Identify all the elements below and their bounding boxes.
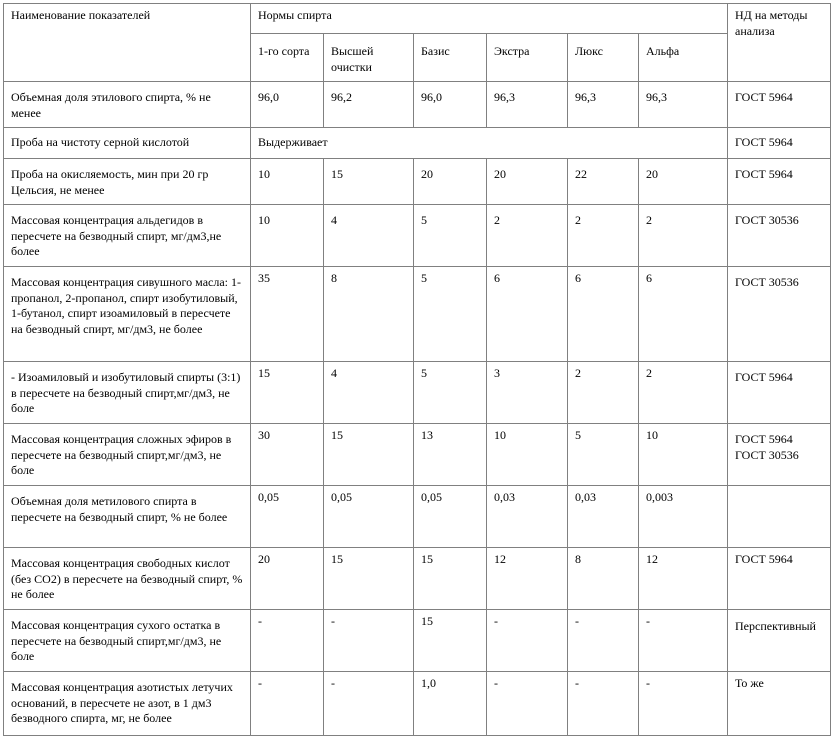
row-name: Массовая концентрация сивушного масла: 1-пропанол, 2-пропанол, спирт изобутиловый, 1-бутанол, спирт изоамиловый в пересчете на безводный спирт, мг/дм3, не более [4, 267, 251, 362]
cell-value: 8 [568, 548, 639, 610]
cell-value: 2 [639, 205, 728, 267]
cell-value: 2 [639, 362, 728, 424]
cell-value: 20 [487, 159, 568, 205]
cell-value: 15 [324, 548, 414, 610]
alcohol-spec-table [3, 3, 831, 736]
row-name: Массовая концентрация азотистых летучих оснований, в пересчете не азот, в 1 дм3 безводного спирта, мг, не более [4, 672, 251, 736]
nd-cell: ГОСТ 5964 [728, 159, 831, 205]
cell-value: 5 [414, 267, 487, 362]
row-name: Массовая концентрация сухого остатка в пересчете на безводный спирт,мг/дм3, не боле [4, 610, 251, 672]
nd-cell: ГОСТ 5964 [728, 548, 831, 610]
header-name-col: Наименование показателей [4, 4, 251, 82]
cell-value: 0,03 [487, 486, 568, 548]
cell-value: 15 [414, 610, 487, 672]
cell-value: 10 [251, 205, 324, 267]
table-row [4, 205, 831, 267]
cell-value: - [324, 672, 414, 736]
cell-value: - [251, 672, 324, 736]
cell-value: 4 [324, 362, 414, 424]
row-name: Массовая концентрация альдегидов в пересчете на безводный спирт, мг/дм3,не более [4, 205, 251, 267]
cell-value: 4 [324, 205, 414, 267]
cell-value: - [324, 610, 414, 672]
table-row [4, 672, 831, 736]
row-name: Объемная доля метилового спирта в пересчете на безводный спирт, % не более [4, 486, 251, 548]
table-row [4, 424, 831, 486]
grade-basis: Базис [414, 34, 487, 82]
cell-value: 0,05 [324, 486, 414, 548]
table-row [4, 128, 831, 159]
table-row [4, 362, 831, 424]
header-nd-col: НД на методы анализа [728, 4, 831, 82]
cell-value: 2 [568, 205, 639, 267]
row-name: Массовая концентрация свободных кислот (без СО2) в пересчете на безводный спирт, % не более [4, 548, 251, 610]
cell-value: - [487, 672, 568, 736]
cell-value: - [568, 672, 639, 736]
cell-value: 0,05 [251, 486, 324, 548]
nd-line: ГОСТ 5964 [735, 432, 793, 446]
nd-cell: ГОСТ 5964 [728, 82, 831, 128]
cell-value: 2 [487, 205, 568, 267]
row-name: - Изоамиловый и изобутиловый спирты (3:1) в пересчете на безводный спирт,мг/дм3, не боле [4, 362, 251, 424]
cell-value: - [251, 610, 324, 672]
cell-value: 12 [487, 548, 568, 610]
grade-highest-purity: Высшей очистки [324, 34, 414, 82]
cell-value: 20 [414, 159, 487, 205]
cell-value: 8 [324, 267, 414, 362]
cell-value: 96,2 [324, 82, 414, 128]
cell-value: 12 [639, 548, 728, 610]
cell-value: - [639, 610, 728, 672]
cell-value: 0,003 [639, 486, 728, 548]
nd-cell: ГОСТ 30536 [728, 205, 831, 267]
nd-cell: ГОСТ 30536 [728, 267, 831, 362]
table-row [4, 267, 831, 362]
cell-value: 2 [568, 362, 639, 424]
cell-value: 96,3 [487, 82, 568, 128]
cell-value: 5 [568, 424, 639, 486]
row-name: Объемная доля этилового спирта, % не менее [4, 82, 251, 128]
cell-value: - [568, 610, 639, 672]
cell-value: 20 [639, 159, 728, 205]
cell-value: 96,0 [251, 82, 324, 128]
grade-extra: Экстра [487, 34, 568, 82]
cell-value: 10 [487, 424, 568, 486]
table-row [4, 82, 831, 128]
nd-cell [728, 486, 831, 548]
cell-value: 20 [251, 548, 324, 610]
merged-value-cell: Выдерживает [251, 128, 728, 159]
grade-1st-class: 1-го сорта [251, 34, 324, 82]
nd-cell [728, 424, 831, 486]
cell-value: 0,05 [414, 486, 487, 548]
cell-value: 5 [414, 205, 487, 267]
cell-value: 96,0 [414, 82, 487, 128]
cell-value: 15 [251, 362, 324, 424]
cell-value: 15 [414, 548, 487, 610]
grade-lux: Люкс [568, 34, 639, 82]
cell-value: 10 [639, 424, 728, 486]
cell-value: 30 [251, 424, 324, 486]
cell-value: 3 [487, 362, 568, 424]
cell-value: 6 [487, 267, 568, 362]
cell-value: 6 [639, 267, 728, 362]
cell-value: 6 [568, 267, 639, 362]
cell-value: 96,3 [568, 82, 639, 128]
row-name: Проба на чистоту серной кислотой [4, 128, 251, 159]
cell-value: 22 [568, 159, 639, 205]
table-row [4, 159, 831, 205]
cell-value: 96,3 [639, 82, 728, 128]
nd-cell: ГОСТ 5964 [728, 128, 831, 159]
table-row [4, 486, 831, 548]
cell-value: 15 [324, 159, 414, 205]
table-row [4, 610, 831, 672]
cell-value: - [639, 672, 728, 736]
cell-value: - [487, 610, 568, 672]
nd-cell: ГОСТ 5964 [728, 362, 831, 424]
header-row [4, 4, 831, 34]
header-norms-group: Нормы спирта [251, 4, 728, 34]
cell-value: 1,0 [414, 672, 487, 736]
cell-value: 10 [251, 159, 324, 205]
nd-cell: То же [728, 672, 831, 736]
grade-alpha: Альфа [639, 34, 728, 82]
cell-value: 15 [324, 424, 414, 486]
cell-value: 35 [251, 267, 324, 362]
cell-value: 13 [414, 424, 487, 486]
cell-value: 0,03 [568, 486, 639, 548]
row-name: Массовая концентрация сложных эфиров в пересчете на безводный спирт,мг/дм3, не боле [4, 424, 251, 486]
row-name: Проба на окисляемость, мин при 20 гр Цельсия, не менее [4, 159, 251, 205]
cell-value: 5 [414, 362, 487, 424]
table-row [4, 548, 831, 610]
nd-cell: Перспективный [728, 610, 831, 672]
nd-line: ГОСТ 30536 [735, 447, 799, 462]
